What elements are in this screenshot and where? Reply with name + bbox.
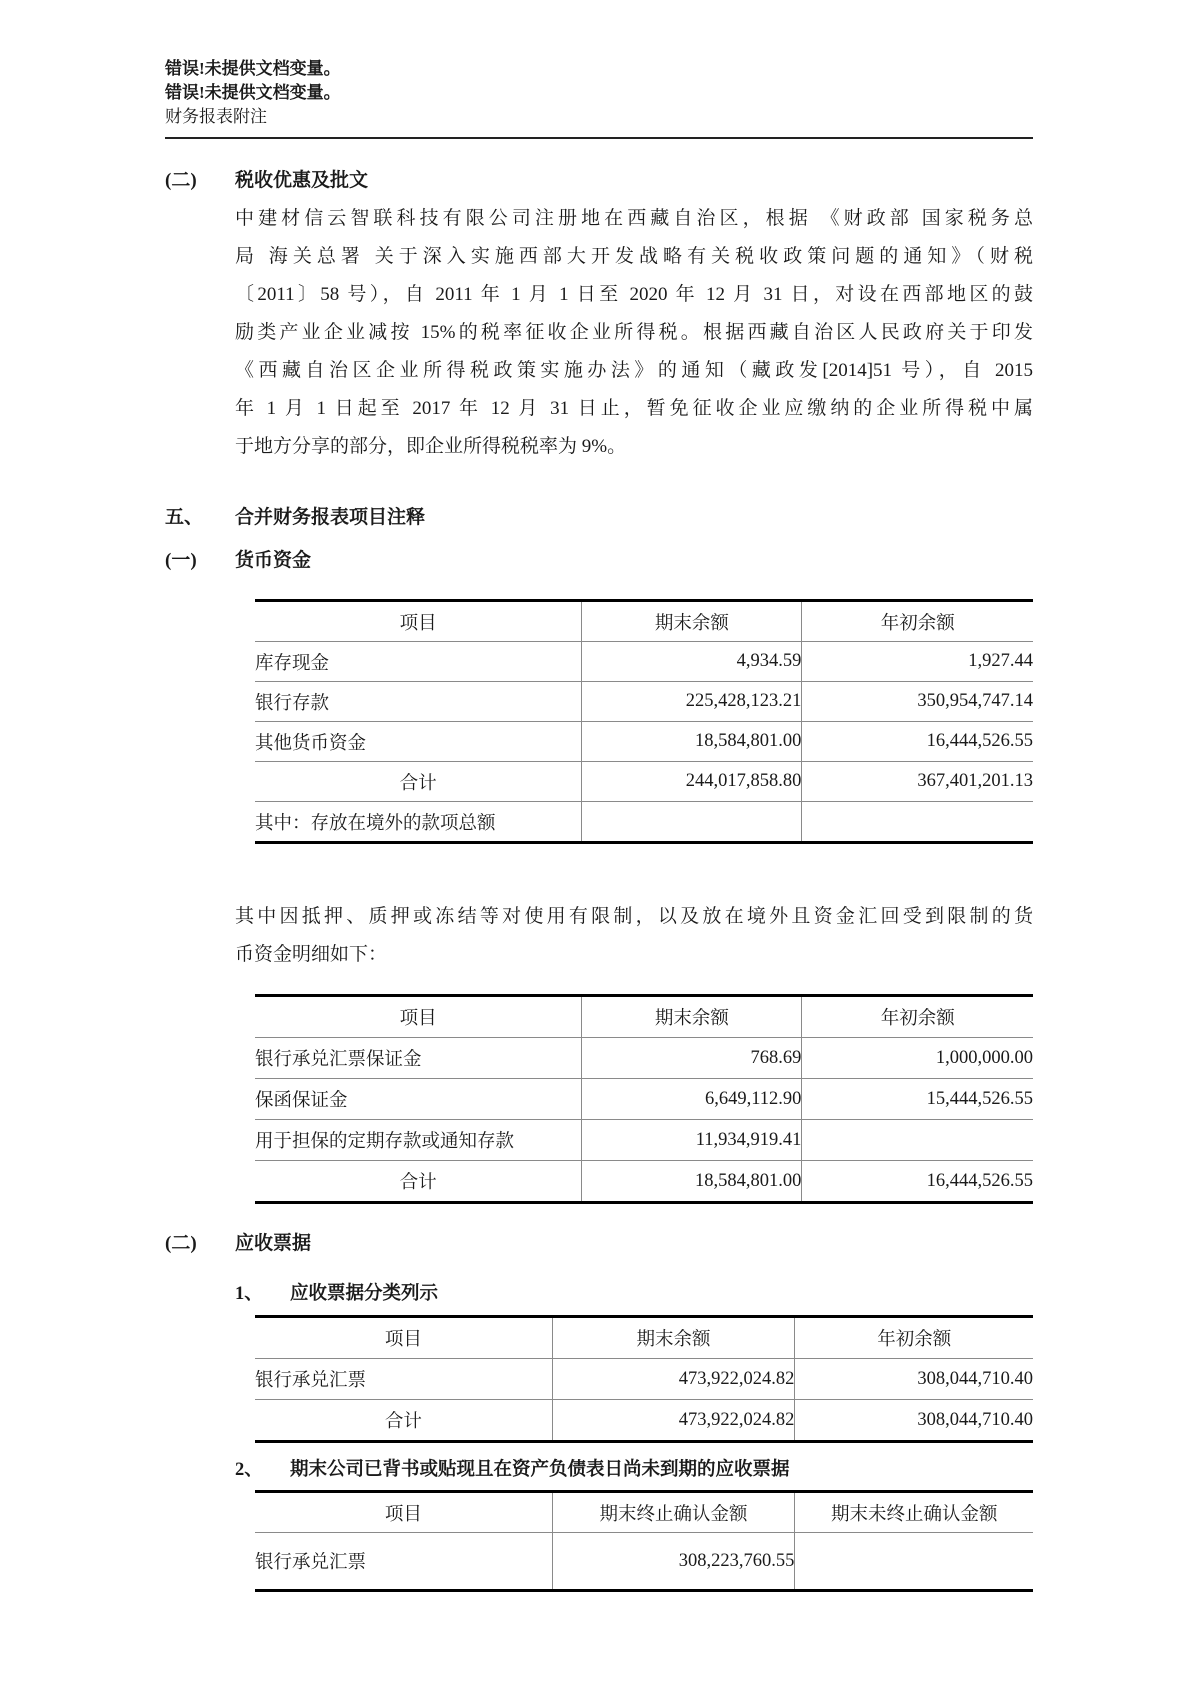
beginning-balance (802, 802, 1033, 843)
table-row (255, 802, 1033, 843)
beginning-balance: 308,044,710.40 (795, 1359, 1033, 1400)
subsection-number: 1、 (235, 1284, 263, 1304)
paragraph-line: 〔2011〕58 号），自 2011 年 1 月 1 日至 2020 年 12 月 31 日，对设在西部地区的鼓 (235, 284, 1033, 305)
section-title: 税收优惠及批文 (235, 170, 369, 191)
table-total-row (255, 1400, 1033, 1442)
ending-balance: 6,649,112.90 (582, 1079, 802, 1120)
paragraph-line: 其中因抵押、质押或冻结等对使用有限制，以及放在境外且资金汇回受到限制的货 (235, 906, 1033, 927)
header-error-line-2: 错误!未提供文档变量。 (165, 83, 341, 102)
table-row (255, 1079, 1033, 1120)
beginning-balance (802, 1120, 1033, 1161)
header-rule (165, 137, 1033, 139)
column-header-item: 项目 (255, 1317, 552, 1359)
section-title: 应收票据 (235, 1233, 312, 1254)
endorsed-notes-table (255, 1490, 1033, 1592)
ending-balance: 473,922,024.82 (552, 1400, 795, 1442)
ending-balance: 4,934.59 (582, 642, 802, 682)
beginning-balance: 308,044,710.40 (795, 1400, 1033, 1442)
table-total-row (255, 1161, 1033, 1203)
ending-balance: 18,584,801.00 (582, 722, 802, 762)
header-error-line-1: 错误!未提供文档变量。 (165, 59, 341, 78)
table-row (255, 1038, 1033, 1079)
paragraph-line: 中建材信云智联科技有限公司注册地在西藏自治区，根据 《财政部 国家税务总 (235, 208, 1033, 229)
row-label: 其他货币资金 (255, 722, 582, 762)
row-label: 保函保证金 (255, 1079, 582, 1120)
subsection-1-heading (235, 1281, 1033, 1308)
column-header-ending: 期末余额 (582, 996, 802, 1038)
column-header-ending: 期末余额 (582, 601, 802, 642)
table-header-row (255, 601, 1033, 642)
ending-balance: 11,934,919.41 (582, 1120, 802, 1161)
row-label: 用于担保的定期存款或通知存款 (255, 1120, 582, 1161)
row-label: 其中：存放在境外的款项总额 (255, 802, 582, 843)
table-row (255, 1359, 1033, 1400)
column-header-derecognized: 期末终止确认金额 (552, 1492, 795, 1533)
page-header (165, 57, 1033, 139)
row-label: 银行承兑汇票保证金 (255, 1038, 582, 1079)
table-header-row (255, 996, 1033, 1038)
subsection-title: 应收票据分类列示 (290, 1284, 439, 1304)
section-title: 合并财务报表项目注释 (235, 507, 426, 528)
table-row (255, 1120, 1033, 1161)
section-5-1-heading (165, 547, 1033, 574)
table-row (255, 682, 1033, 722)
row-label: 合计 (255, 1400, 552, 1442)
beginning-balance: 1,927.44 (802, 642, 1033, 682)
section-number: (二) (165, 170, 197, 191)
column-header-not-derecognized: 期末未终止确认金额 (795, 1492, 1033, 1533)
row-label: 库存现金 (255, 642, 582, 682)
header-doc-title: 财务报表附注 (165, 107, 267, 126)
table-row (255, 642, 1033, 682)
ending-balance (582, 802, 802, 843)
document-page (165, 0, 1033, 1592)
section-number: (二) (165, 1233, 197, 1254)
monetary-funds-table (255, 599, 1033, 844)
section-number: (一) (165, 550, 197, 571)
row-label: 银行承兑汇票 (255, 1359, 552, 1400)
restricted-funds-note (235, 898, 1033, 974)
table-row (255, 722, 1033, 762)
beginning-balance: 1,000,000.00 (802, 1038, 1033, 1079)
beginning-balance: 350,954,747.14 (802, 682, 1033, 722)
row-label: 银行存款 (255, 682, 582, 722)
table-row (255, 1533, 1033, 1591)
beginning-balance: 15,444,526.55 (802, 1079, 1033, 1120)
subsection-title: 期末公司已背书或贴现且在资产负债表日尚未到期的应收票据 (290, 1460, 790, 1480)
paragraph-line: 励类产业企业减按 15%的税率征收企业所得税。根据西藏自治区人民政府关于印发 (235, 322, 1033, 343)
row-label: 合计 (255, 1161, 582, 1203)
column-header-beginning: 年初余额 (795, 1317, 1033, 1359)
beginning-balance: 16,444,526.55 (802, 722, 1033, 762)
restricted-funds-table (255, 994, 1033, 1204)
beginning-balance: 367,401,201.13 (802, 762, 1033, 802)
paragraph-line: 《西藏自治区企业所得税政策实施办法》的通知（藏政发[2014]51 号），自 2015 (235, 360, 1033, 381)
ending-balance: 18,584,801.00 (582, 1161, 802, 1203)
section-notes-receivable-heading (165, 1230, 1033, 1257)
column-header-beginning: 年初余额 (802, 601, 1033, 642)
paragraph-line: 币资金明细如下： (235, 944, 388, 965)
derecognized-amount: 308,223,760.55 (552, 1533, 795, 1591)
ending-balance: 768.69 (582, 1038, 802, 1079)
tax-paragraph (235, 200, 1033, 466)
ending-balance: 473,922,024.82 (552, 1359, 795, 1400)
paragraph-line: 局 海关总署 关于深入实施西部大开发战略有关税收政策问题的通知》（财税 (235, 246, 1033, 267)
section-number: 五、 (165, 507, 204, 528)
row-label: 合计 (255, 762, 582, 802)
paragraph-line: 年 1 月 1 日起至 2017 年 12 月 31 日止，暂免征收企业应缴纳的企业所得税中属 (235, 398, 1033, 419)
section-5-heading (165, 504, 1033, 531)
not-derecognized-amount (795, 1533, 1033, 1591)
table-header-row (255, 1492, 1033, 1533)
section-tax-heading (165, 167, 1033, 194)
subsection-number: 2、 (235, 1460, 263, 1480)
ending-balance: 244,017,858.80 (582, 762, 802, 802)
column-header-item: 项目 (255, 1492, 552, 1533)
ending-balance: 225,428,123.21 (582, 682, 802, 722)
column-header-ending: 期末余额 (552, 1317, 795, 1359)
column-header-item: 项目 (255, 601, 582, 642)
paragraph-line: 于地方分享的部分，即企业所得税税率为 9%。 (235, 436, 627, 457)
section-title: 货币资金 (235, 550, 312, 571)
beginning-balance: 16,444,526.55 (802, 1161, 1033, 1203)
table-header-row (255, 1317, 1033, 1359)
notes-receivable-table (255, 1315, 1033, 1443)
column-header-item: 项目 (255, 996, 582, 1038)
subsection-2-heading (235, 1457, 1033, 1484)
table-total-row (255, 762, 1033, 802)
row-label: 银行承兑汇票 (255, 1533, 552, 1591)
column-header-beginning: 年初余额 (802, 996, 1033, 1038)
